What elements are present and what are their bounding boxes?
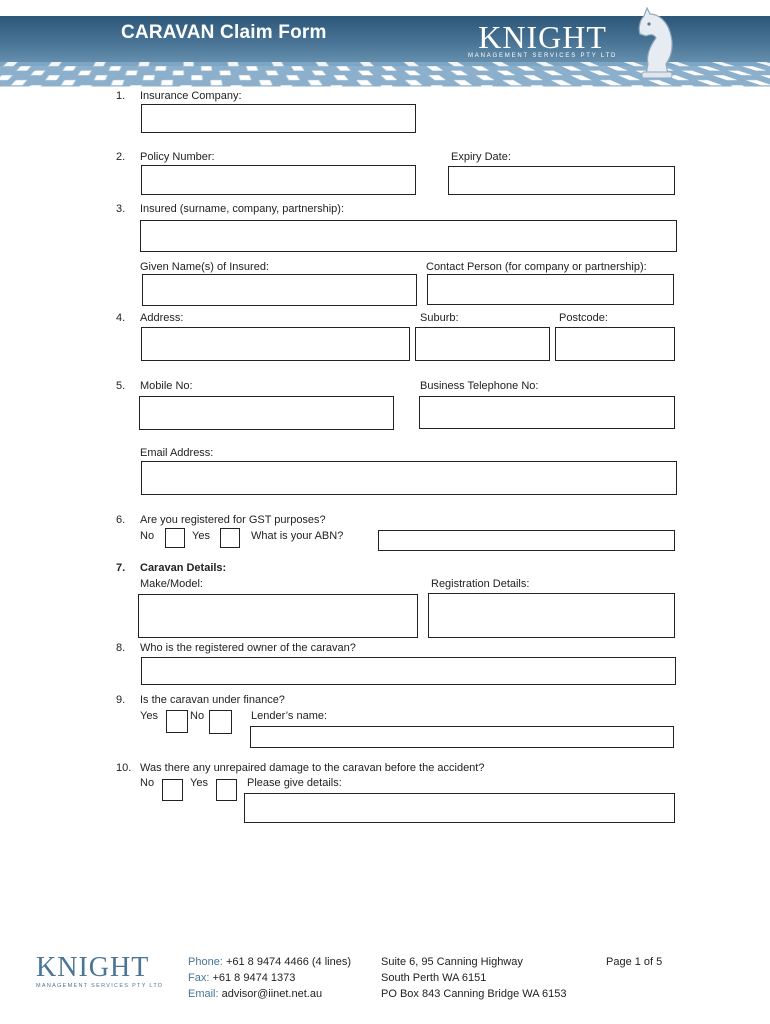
email-label-footer: Email: (188, 988, 219, 1000)
suburb-field[interactable] (415, 327, 550, 361)
address-line-1: Suite 6, 95 Canning Highway (381, 956, 523, 968)
registered-owner-field[interactable] (141, 657, 676, 685)
q10-number: 10. (116, 762, 132, 774)
q1-number: 1. (116, 90, 126, 102)
gst-no-checkbox[interactable] (165, 528, 185, 548)
q3-number: 3. (116, 203, 126, 215)
finance-question-label: Is the caravan under finance? (140, 694, 285, 706)
insured-label: Insured (surname, company, partnership): (140, 203, 344, 215)
email-label: Email Address: (140, 447, 214, 459)
insured-field[interactable] (140, 220, 677, 252)
address-line-2: South Perth WA 6151 (381, 972, 487, 984)
footer-logo-subtitle: MANAGEMENT SERVICES PTY LTD (36, 983, 164, 989)
q4-number: 4. (116, 312, 126, 324)
lender-name-field[interactable] (250, 726, 674, 748)
abn-field[interactable] (378, 530, 675, 551)
page-number: Page 1 of 5 (606, 956, 663, 968)
q6-number: 6. (116, 514, 126, 526)
gst-no-label: No (140, 530, 155, 542)
postcode-label: Postcode: (559, 312, 608, 324)
finance-yes-label: Yes (140, 710, 158, 722)
gst-question-label: Are you registered for GST purposes? (140, 514, 326, 526)
q2-number: 2. (116, 151, 126, 163)
policy-number-field[interactable] (141, 165, 416, 195)
chess-knight-icon (632, 4, 682, 84)
address-field[interactable] (141, 327, 410, 361)
registration-details-field[interactable] (428, 593, 675, 638)
gst-yes-label: Yes (192, 530, 210, 542)
gst-yes-checkbox[interactable] (220, 528, 240, 548)
insurance-company-field[interactable] (141, 104, 416, 133)
phone-label: Phone: (188, 956, 223, 968)
business-phone-field[interactable] (419, 396, 675, 429)
given-names-field[interactable] (142, 274, 417, 306)
registration-details-label: Registration Details: (431, 578, 530, 590)
mobile-label: Mobile No: (140, 380, 193, 392)
finance-no-checkbox[interactable] (209, 710, 232, 734)
contact-person-label: Contact Person (for company or partnership): (426, 261, 647, 273)
footer-fax (188, 971, 295, 985)
business-phone-label: Business Telephone No: (420, 380, 539, 392)
contact-person-field[interactable] (427, 274, 674, 305)
email-value[interactable]: advisor@iinet.net.au (221, 988, 323, 1000)
q5-number: 5. (116, 380, 126, 392)
footer-logo (36, 953, 163, 989)
logo-wordmark: KNIGHT (478, 19, 607, 55)
phone-value: +61 8 9474 4466 (4 lines) (225, 956, 352, 968)
logo-subtitle: MANAGEMENT SERVICES PTY LTD (468, 53, 618, 59)
address-line-3: PO Box 843 Canning Bridge WA 6153 (381, 988, 567, 1000)
expiry-date-label: Expiry Date: (451, 151, 511, 163)
email-field[interactable] (141, 461, 677, 495)
given-names-label: Given Name(s) of Insured: (140, 261, 269, 273)
page-title: CARAVAN Claim Form (121, 22, 327, 43)
damage-no-checkbox[interactable] (162, 779, 183, 801)
finance-no-label: No (190, 710, 205, 722)
damage-details-label: Please give details: (247, 777, 342, 789)
registered-owner-label: Who is the registered owner of the caravan? (140, 642, 356, 654)
address-label: Address: (140, 312, 184, 324)
abn-label: What is your ABN? (251, 530, 344, 542)
make-model-label: Make/Model: (140, 578, 203, 590)
mobile-field[interactable] (139, 396, 394, 430)
postcode-field[interactable] (555, 327, 675, 361)
footer-phone (188, 955, 351, 969)
expiry-date-field[interactable] (448, 166, 675, 195)
q8-number: 8. (116, 642, 126, 654)
lender-name-label: Lender’s name: (251, 710, 328, 722)
caravan-details-label: Caravan Details: (140, 562, 227, 574)
policy-number-label: Policy Number: (140, 151, 215, 163)
damage-question-label: Was there any unrepaired damage to the caravan before the accident? (140, 762, 485, 774)
footer-email (188, 987, 322, 1001)
q9-number: 9. (116, 694, 126, 706)
fax-label: Fax: (188, 972, 210, 984)
damage-yes-checkbox[interactable] (216, 779, 237, 801)
finance-yes-checkbox[interactable] (166, 710, 188, 733)
damage-no-label: No (140, 777, 155, 789)
fax-value: +61 8 9474 1373 (212, 972, 296, 984)
knight-logo (468, 20, 617, 59)
suburb-label: Suburb: (420, 312, 459, 324)
header-banner (0, 0, 770, 90)
make-model-field[interactable] (138, 594, 418, 638)
insurance-company-label: Insurance Company: (140, 90, 242, 102)
damage-yes-label: Yes (190, 777, 208, 789)
footer-logo-wordmark: KNIGHT (36, 952, 150, 983)
q7-number: 7. (116, 562, 126, 574)
damage-details-field[interactable] (244, 793, 675, 823)
